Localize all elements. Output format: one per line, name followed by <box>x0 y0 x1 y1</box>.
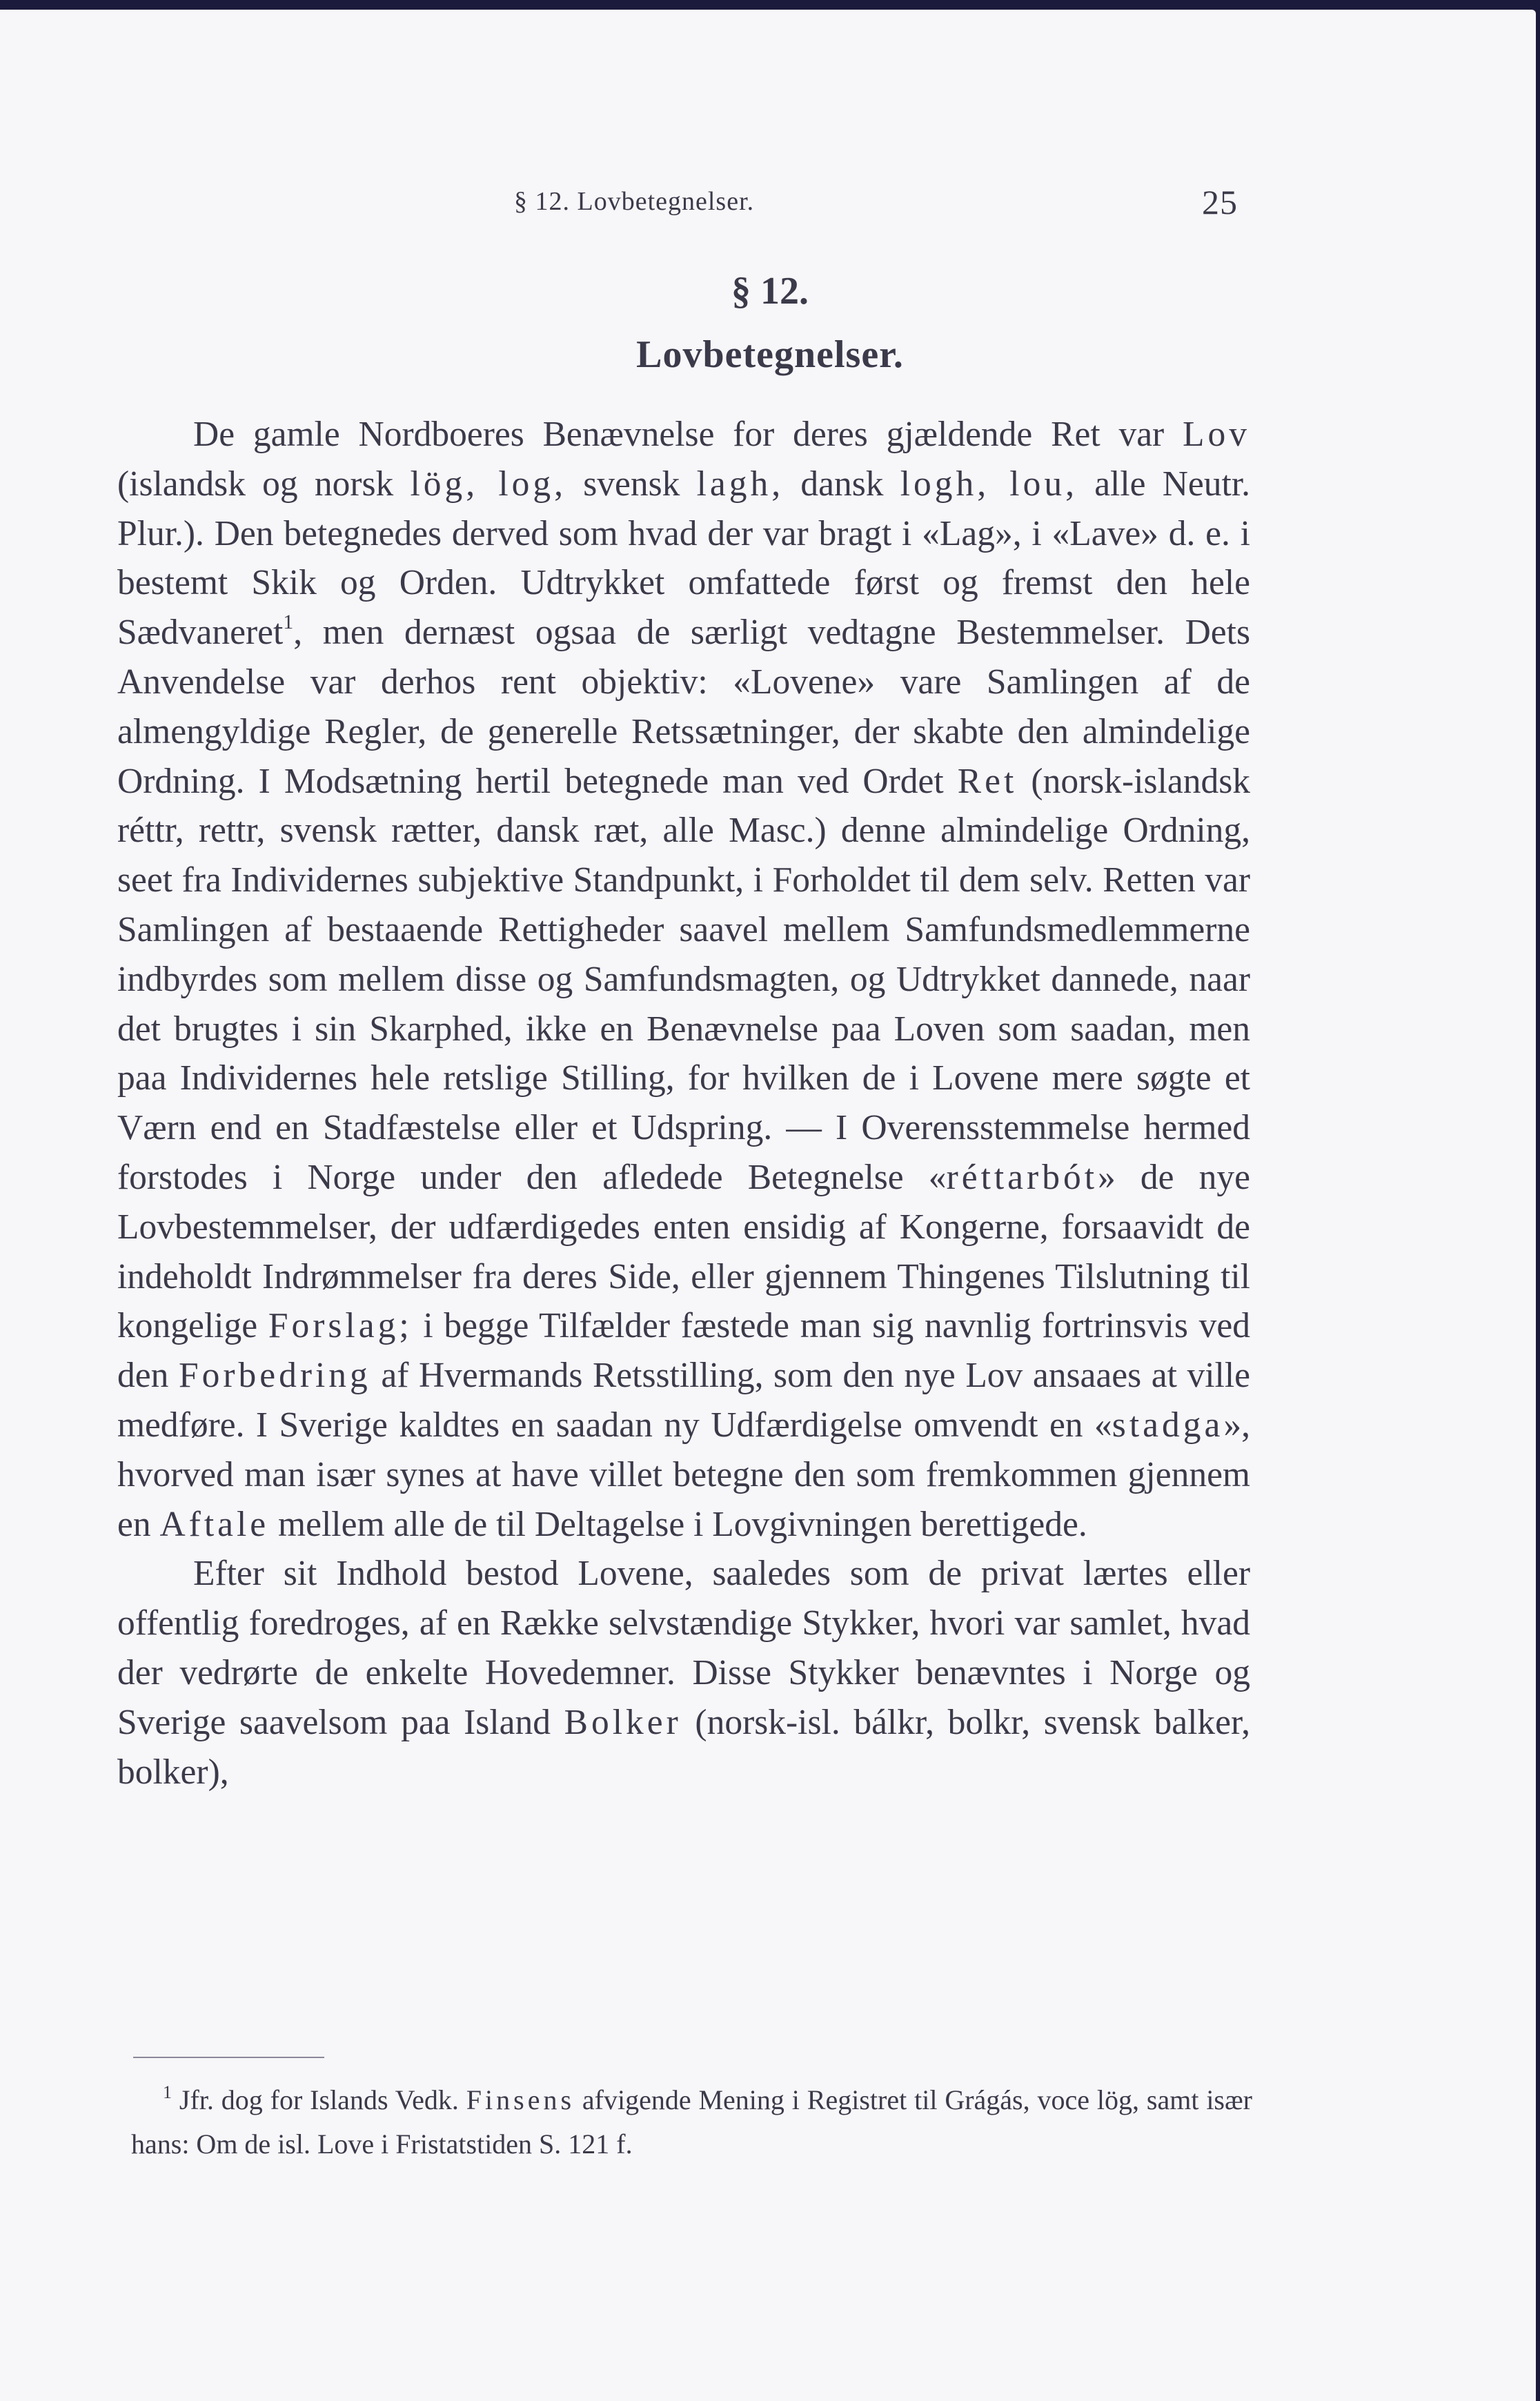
running-head <box>0 183 1540 228</box>
section-title: Lovbetegnelser. <box>636 333 904 376</box>
footnote: $^1$ Jfr. dog for Islands Vedk. Finsens afvigende Mening i Registret til Grágás, voce lög, samt især hans: Om de isl. Love i Fristatstiden S. 121 f. <box>131 2082 1252 2160</box>
body-text <box>117 410 1250 1797</box>
paragraph-1: De gamle Nordboeres Benævnelse for deres gjældende Ret var Lov (islandsk og norsk lög, log, svensk lagh, dansk logh, lou, alle Neutr. Plur.). Den betegnedes derved som hvad der var bragt i «Lag», i «Lave» d. e. i bestemt Skik og Orden. Udtrykket omfattede først og fremst den hele Sædvaneret$^1$, men dernæst ogsaa de særligt vedtagne Bestemmelser. Dets Anvendelse var derhos rent objektiv: «Lovene» vare Samlingen af de almengyldige Regler, de generelle Retssætninger, der skabte den almindelige Ordning. I Modsætning hertil betegnede man ved Ordet Ret (norsk-islandsk réttr, rettr, svensk rætter, dansk ræt, alle Masc.) denne almindelige Ordning, seet fra Individernes subjektive Standpunkt, i Forholdet til dem selv. Retten var Samlingen af bestaaende Rettigheder saavel mellem Samfundsmedlemmerne indbyrdes som mellem disse og Samfundsmagten, og Udtrykket dannede, naar det brugtes i sin Skarphed, ikke en Benævnelse paa Loven som saadan, men paa Individernes hele retslige Stilling, for hvilken de i Lovene mere søgte et Værn end en Stadfæstelse eller et Udspring. — I Overensstemmelse hermed forstodes i Norge under den afledede Betegnelse «réttarbót» de nye Lovbestemmelser, der udfærdigedes enten ensidig af Kongerne, forsaavidt de indeholdt Indrømmelser fra deres Side, eller gjennem Thingenes Tilslutning til kongelige Forslag; i begge Tilfælder fæstede man sig navnlig fortrinsvis ved den Forbedring af Hvermands Retsstilling, som den nye Lov ansaaes at ville medføre. I Sverige kaldtes en saadan ny Udfærdigelse omvendt en «stadga», hvorved man især synes at have villet betegne den som fremkommen gjennem en Aftale mellem alle de til Deltagelse i Lovgivningen berettigede. <box>117 415 1251 1544</box>
footnote-marker: 1 <box>163 2082 172 2102</box>
book-page <box>0 10 1536 2401</box>
page-number: 25 <box>1202 183 1238 221</box>
footnote-divider <box>133 2057 324 2058</box>
running-head-title: § 12. Lovbetegnelser. <box>514 187 755 216</box>
section-number: § 12. <box>731 270 809 313</box>
footnote-ref: 1 <box>283 611 294 634</box>
paragraph-2: Efter sit Indhold bestod Lovene, saaledes som de privat lærtes eller offentlig foredroges, af en Række selvstændige Stykker, hvori var samlet, hvad der vedrørte de enkelte Hovedemner. Disse Stykker benævntes i Norge og Sverige saavelsom paa Island Bolker (norsk-isl. bálkr, bolkr, svensk balker, bolker), <box>117 1554 1250 1792</box>
